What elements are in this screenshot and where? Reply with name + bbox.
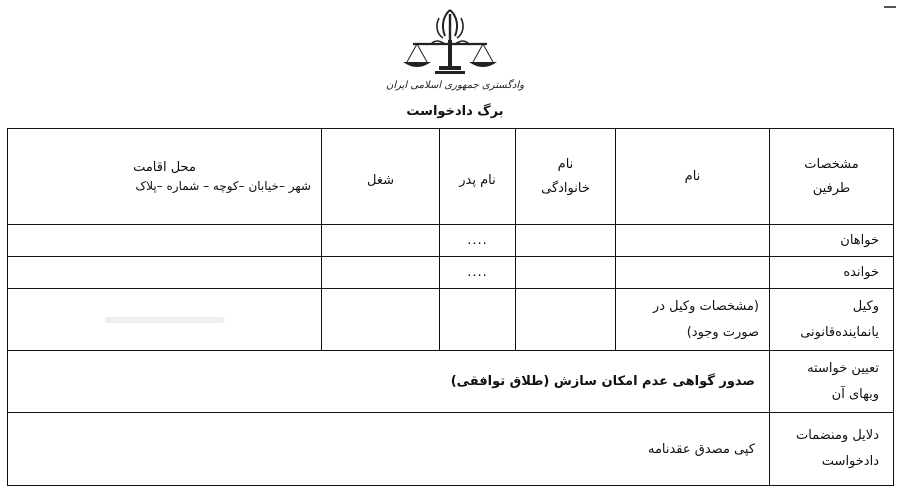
header-parties: مشخصات طرفین [770, 129, 894, 225]
defendant-father-cell: .... [440, 257, 516, 289]
table-row [8, 351, 894, 413]
plaintiff-occupation-cell [322, 225, 440, 257]
request-text-cell: صدور گواهی عدم امکان سازش (طلاق توافقی) [8, 351, 770, 413]
header-occupation: شغل [322, 129, 440, 225]
lawyer-residence-cell [8, 289, 322, 351]
table-header-row [8, 129, 894, 225]
form-title: برگ دادخواست [406, 104, 504, 119]
plaintiff-name-cell [616, 225, 770, 257]
lawyer-father-cell [440, 289, 516, 351]
petition-table [7, 128, 894, 486]
lawyer-note-cell: (مشخصات وکیل در صورت وجود) [616, 289, 770, 351]
reasons-text-cell: کپی مصدق عقدنامه [8, 413, 770, 486]
plaintiff-father-cell: .... [440, 225, 516, 257]
table-row [8, 225, 894, 257]
header-residence: محل اقامت شهر –خیابان –کوچه – شماره –پلاک [8, 129, 322, 225]
defendant-family-cell [516, 257, 616, 289]
table-row [8, 289, 894, 351]
defendant-occupation-cell [322, 257, 440, 289]
form-header [0, 0, 900, 128]
judiciary-emblem-icon [395, 6, 505, 78]
row-label-defendant: خوانده [770, 257, 894, 289]
row-label-reasons: دلایل ومنضمات دادخواست [770, 413, 894, 486]
table-row [8, 257, 894, 289]
lawyer-occupation-cell [322, 289, 440, 351]
table-row [8, 413, 894, 486]
corner-mark [884, 6, 896, 8]
blurred-mark [105, 317, 225, 323]
plaintiff-residence-cell [8, 225, 322, 257]
row-label-lawyer: وکیل یانمایندەقانونی [770, 289, 894, 351]
lawyer-family-cell [516, 289, 616, 351]
header-father-name: نام پدر [440, 129, 516, 225]
header-name: نام [616, 129, 770, 225]
motto-text: وادگستری جمهوری اسلامی ایران [385, 80, 525, 91]
row-label-plaintiff: خواهان [770, 225, 894, 257]
plaintiff-family-cell [516, 225, 616, 257]
header-family-name: نام خانوادگی [516, 129, 616, 225]
defendant-name-cell [616, 257, 770, 289]
defendant-residence-cell [8, 257, 322, 289]
row-label-request: تعیین خواسته وبهای آن [770, 351, 894, 413]
